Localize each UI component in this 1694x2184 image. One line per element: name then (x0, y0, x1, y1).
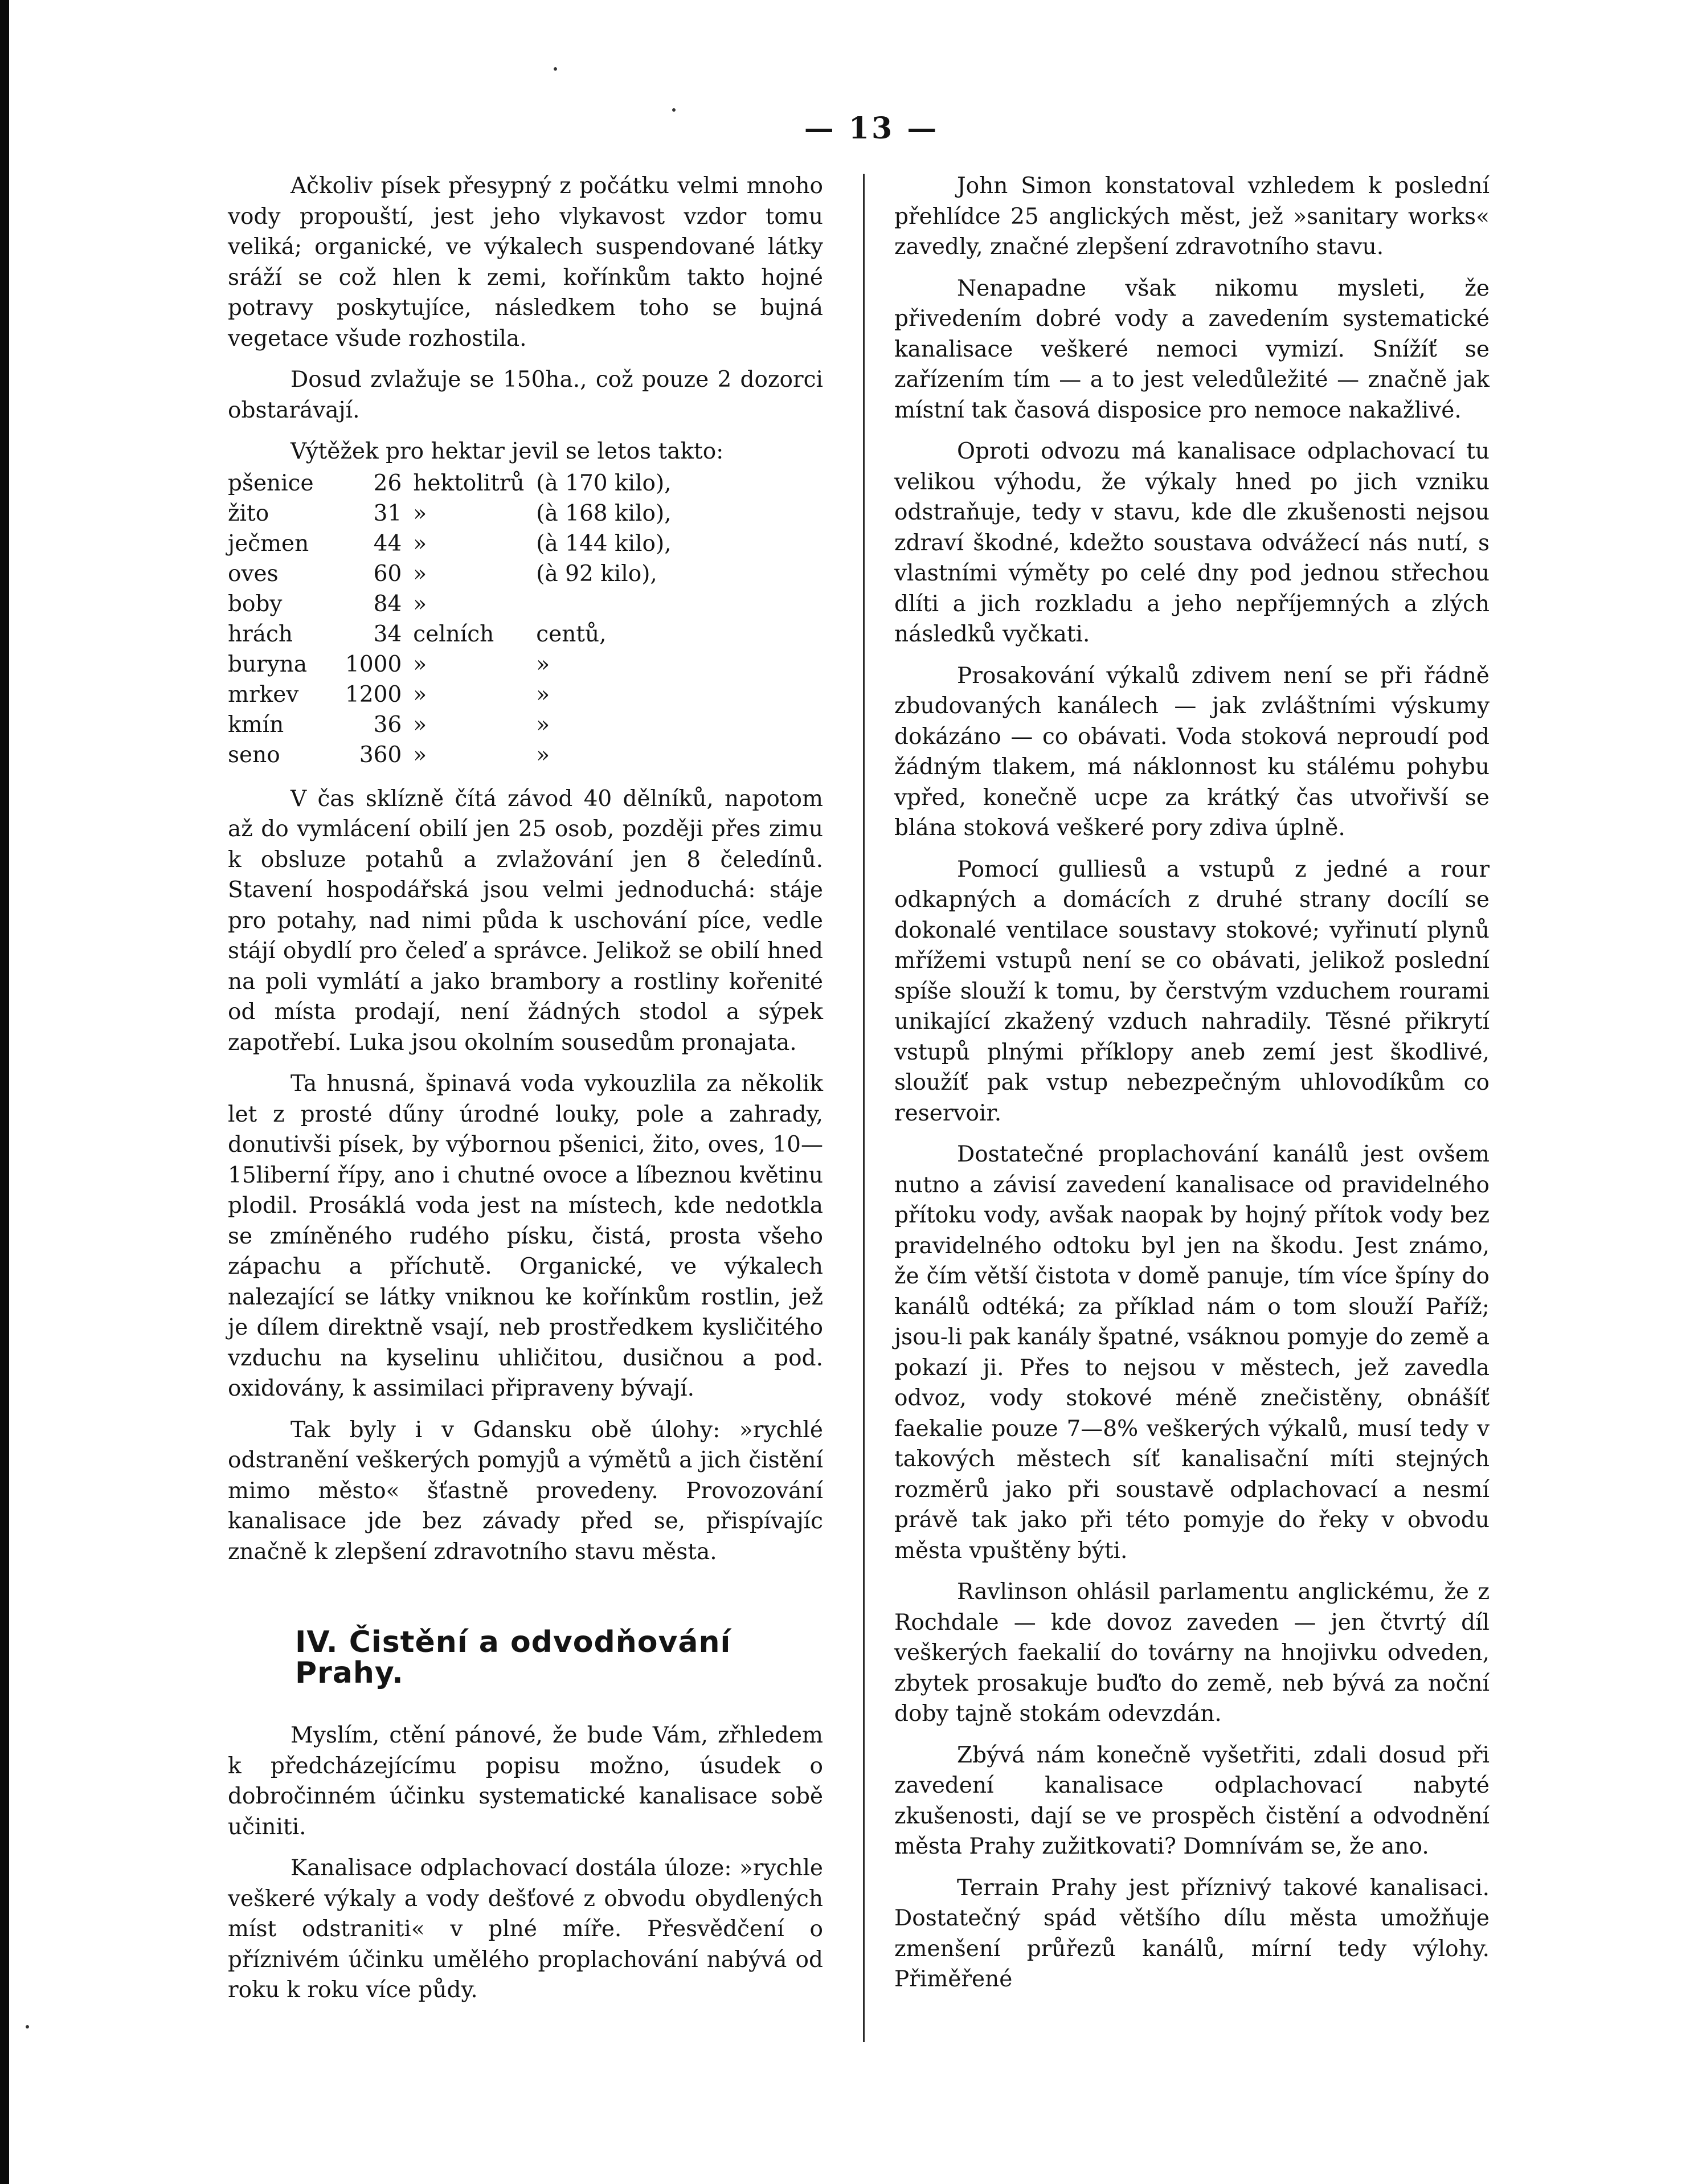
harvest-amount: 60 (373, 561, 402, 587)
harvest-amount: 360 (359, 742, 402, 768)
harvest-amount: 36 (373, 711, 402, 738)
paragraph: Dostatečné proplachování kanálů jest ovšem nutno a závisí zavedení kanalisace od pravidelného přítoku vody, avšak naopak by hojný přítok vody bez pravidelného odtoku byl jen na škodu. Jest známo, že čím větší čistota v domě panuje, tím více špíny do kanálů odtéká; za příklad nám o tom slouží Paříž; jsou-li pak kanály špatné, vsáknou pomyje do země a pokazí ji. Přes to nejsou v městech, jež zavedla odvoz, vody stokové méně znečistěny, obnášíť faekalie pouze 7—8% veškerých výkalů, musí tedy v takových městech síť kanalisační míti stejných rozměrů jako při soustavě odplachovací a nesmí právě tak jako při této pomyje do řeky v obvodu města vpuštěny býti. (894, 1142, 1490, 1564)
harvest-weight: » (536, 681, 550, 707)
harvest-row (228, 559, 675, 589)
harvest-weight: (à 144 kilo), (536, 530, 672, 557)
section-heading: IV. Čistění a odvodňování Prahy. (295, 1625, 731, 1690)
harvest-crop: mrkev (228, 681, 299, 707)
harvest-row (228, 589, 675, 619)
harvest-weight (536, 589, 674, 619)
harvest-unit: » (413, 681, 427, 707)
harvest-row (228, 740, 675, 770)
harvest-row (228, 498, 675, 529)
paragraph: Tak byly i v Gdansku obě úlohy: »rychlé odstranění veškerých pomyjů a výmětů a jich čistění mimo město« šťastně provedeny. Provozování kanalisace jde bez závady před se, přispívajíc značně k zlepšení zdravotního stavu města. (228, 1417, 823, 1565)
harvest-weight: centů, (536, 621, 607, 647)
harvest-amount: 84 (373, 591, 402, 617)
paragraph: Dosud zvlažuje se 150ha., což pouze 2 dozorci obstarávají. (228, 367, 823, 423)
speck (26, 2025, 29, 2028)
paragraph: Terrain Prahy jest příznivý takové kanalisaci. Dostatečný spád většího dílu města umožňuje zmenšení průřezů kanálů, mírní tedy výlohy. Přiměřené (894, 1875, 1490, 1992)
harvest-amount: 26 (373, 470, 402, 496)
harvest-row (228, 468, 675, 498)
harvest-crop: žito (228, 500, 269, 526)
harvest-row (228, 529, 675, 559)
harvest-crop: ječmen (228, 530, 309, 557)
paragraph: Ta hnusná, špinavá voda vykouzlila za několik let z prosté dűny úrodné louky, pole a zahrady, donutivši písek, by výbornou pšenici, žito, oves, 10—15liberní řípy, ano i chutné ovoce a líbeznou květinu plodil. Prosáklá voda jest na místech, kde nedotkla se zmíněného rudého písku, čistá, prosta všeho zápachu a příchutě. Organické, ve výkalech nalezající se látky vniknou ke kořínkům rostlin, jež je dílem direktně vsají, neb prostředkem kysličitého vzduchu na kyselinu uhličitou, dusičnou a pod. oxidovány, k assimilaci připraveny bývají. (228, 1071, 823, 1401)
harvest-crop: seno (228, 742, 280, 768)
harvest-unit: » (413, 711, 427, 738)
harvest-crop: oves (228, 561, 279, 587)
page-number: — 13 — (804, 111, 939, 146)
paragraph: Nenapadne však nikomu mysleti, že přivedením dobré vody a zavedením systematické kanalisace veškeré nemoci vymizí. Snížíť se zařízením tím — a to jest veledůležité — značně jak místní tak časová disposice pro nemoce nakažlivé. (894, 275, 1490, 423)
harvest-weight: (à 92 kilo), (536, 561, 657, 587)
paragraph: Ravlinson ohlásil parlamentu anglickému, že z Rochdale — kde dovoz zaveden — jen čtvrtý díl veškerých faekalií do továrny na hnojivku odveden, zbytek prosakuje buďto do země, neb bývá za noční doby tajně stokám odevzdán. (894, 1579, 1490, 1727)
paragraph: Prosakování výkalů zdivem není se při řádně zbudovaných kanálech — jak zvláštními výskumy dokázáno — co obávati. Voda stoková neproudí pod žádným tlakem, má náklonnost ku stálému pohybu vpřed, konečně ucpe za krátký čas utvořivší se blána stoková veškeré pory zdiva úplně. (894, 662, 1490, 841)
harvest-amount: 1200 (345, 681, 402, 707)
paragraph: Myslím, ctění pánové, že bude Vám, zřhledem k předcházejícímu popisu možno, úsudek o dobročinném účinku systematické kanalisace sobě učiniti. (228, 1723, 823, 1840)
harvest-unit: » (413, 742, 427, 768)
harvest-crop: pšenice (228, 470, 314, 496)
paragraph: Kanalisace odplachovací dostála úloze: »rychle veškeré výkaly a vody dešťové z obvodu obydlených míst odstraniti« v plné míře. Přesvědčení o příznivém účinku umělého proplachování nabývá od roku k roku více půdy. (228, 1855, 823, 2003)
harvest-weight: » (536, 742, 550, 768)
harvest-unit: » (413, 500, 427, 526)
paragraph: John Simon konstatoval vzhledem k poslední přehlídce 25 anglických měst, jež »sanitary works« zavedly, značné zlepšení zdravotního stavu. (894, 173, 1490, 260)
harvest-row (228, 710, 675, 740)
harvest-crop: boby (228, 591, 283, 617)
harvest-crop: buryna (228, 651, 308, 677)
harvest-row (228, 649, 675, 680)
harvest-weight: » (536, 711, 550, 738)
harvest-unit: » (413, 591, 427, 617)
paragraph: Oproti odvozu má kanalisace odplachovací tu velikou výhodu, že výkaly hned po jich vzniku odstraňuje, tedy v stavu, kde dle zkušenosti nejsou zdraví škodné, kdežto soustava odvážecí nás nutí, s vlastními výměty po celé dny pod jednou střechou dlíti a jich rozkladu a jeho nepříjemných a zlých následků vyčkati. (894, 439, 1490, 647)
harvest-weight: (à 168 kilo), (536, 500, 672, 526)
harvest-amount: 34 (373, 621, 402, 647)
right-column (894, 171, 1490, 2006)
left-column (228, 171, 823, 2017)
harvest-row (228, 680, 675, 710)
harvest-row (228, 619, 675, 649)
column-divider (863, 174, 865, 2042)
paragraph: Výtěžek pro hektar jevil se letos takto: (290, 439, 724, 464)
harvest-crop: hrách (228, 621, 293, 647)
harvest-weight: » (536, 651, 550, 677)
harvest-unit: » (413, 651, 427, 677)
harvest-table (228, 468, 675, 770)
paragraph: Zbývá nám konečně vyšetřiti, zdali dosud při zavedení kanalisace odplachovací nabyté zkušenosti, dají se ve prospěch čistění a odvodnění města Prahy zužitkovati? Domnívám se, že ano. (894, 1742, 1490, 1859)
speck (554, 67, 557, 71)
harvest-amount: 31 (373, 500, 402, 526)
paragraph: Ačkoliv písek přesypný z počátku velmi mnoho vody propouští, jest jeho vlykavost vzdor tomu veliká; organické, ve výkalech suspendované látky sráží se což hlen k zemi, kořínkům takto hojné potravy poskytujíce, následkem toho se bujná vegetace všude rozhostila. (228, 173, 823, 351)
harvest-unit: hektolitrů (413, 470, 525, 496)
harvest-amount: 44 (373, 530, 402, 557)
paragraph: Pomocí gulliesů a vstupů z jedné a rour odkapných a domácích z druhé strany docílí se dokonalé ventilace soustavy stokové; vyřinutí plynů mřížemi vstupů není se co obávati, jelikož poslední spíše slouží k tomu, by čerstvým vzduchem rourami unikající zkažený vzduch nahradily. Těsné přikrytí vstupů plnými příklopy aneb zemí jest škodlivé, sloužíť pak vstup nebezpečným uhlovodíkům co reservoir. (894, 856, 1490, 1126)
harvest-unit: celních (413, 621, 494, 647)
harvest-amount: 1000 (345, 651, 402, 677)
paragraph: V čas sklízně čítá závod 40 dělníků, napotom až do vymlácení obilí jen 25 osob, později přes zimu k obsluze potahů a zvlažování jen 8 čeledínů. Stavení hospodářská jsou velmi jednoduchá: stáje pro potahy, nad nimi půda k uschování píce, vedle stájí obydlí pro čeleď a správce. Jelikož se obilí hned na poli vymlátí a jako brambory a rostliny kořenité od místa prodají, není žádných stodol a sýpek zapotřebí. Luka jsou okolním sousedům pronajata. (228, 786, 823, 1056)
page-edge-shadow (0, 0, 9, 2184)
speck (672, 108, 676, 112)
harvest-unit: » (413, 561, 427, 587)
harvest-weight: (à 170 kilo), (536, 470, 672, 496)
harvest-unit: » (413, 530, 427, 557)
harvest-crop: kmín (228, 711, 284, 738)
